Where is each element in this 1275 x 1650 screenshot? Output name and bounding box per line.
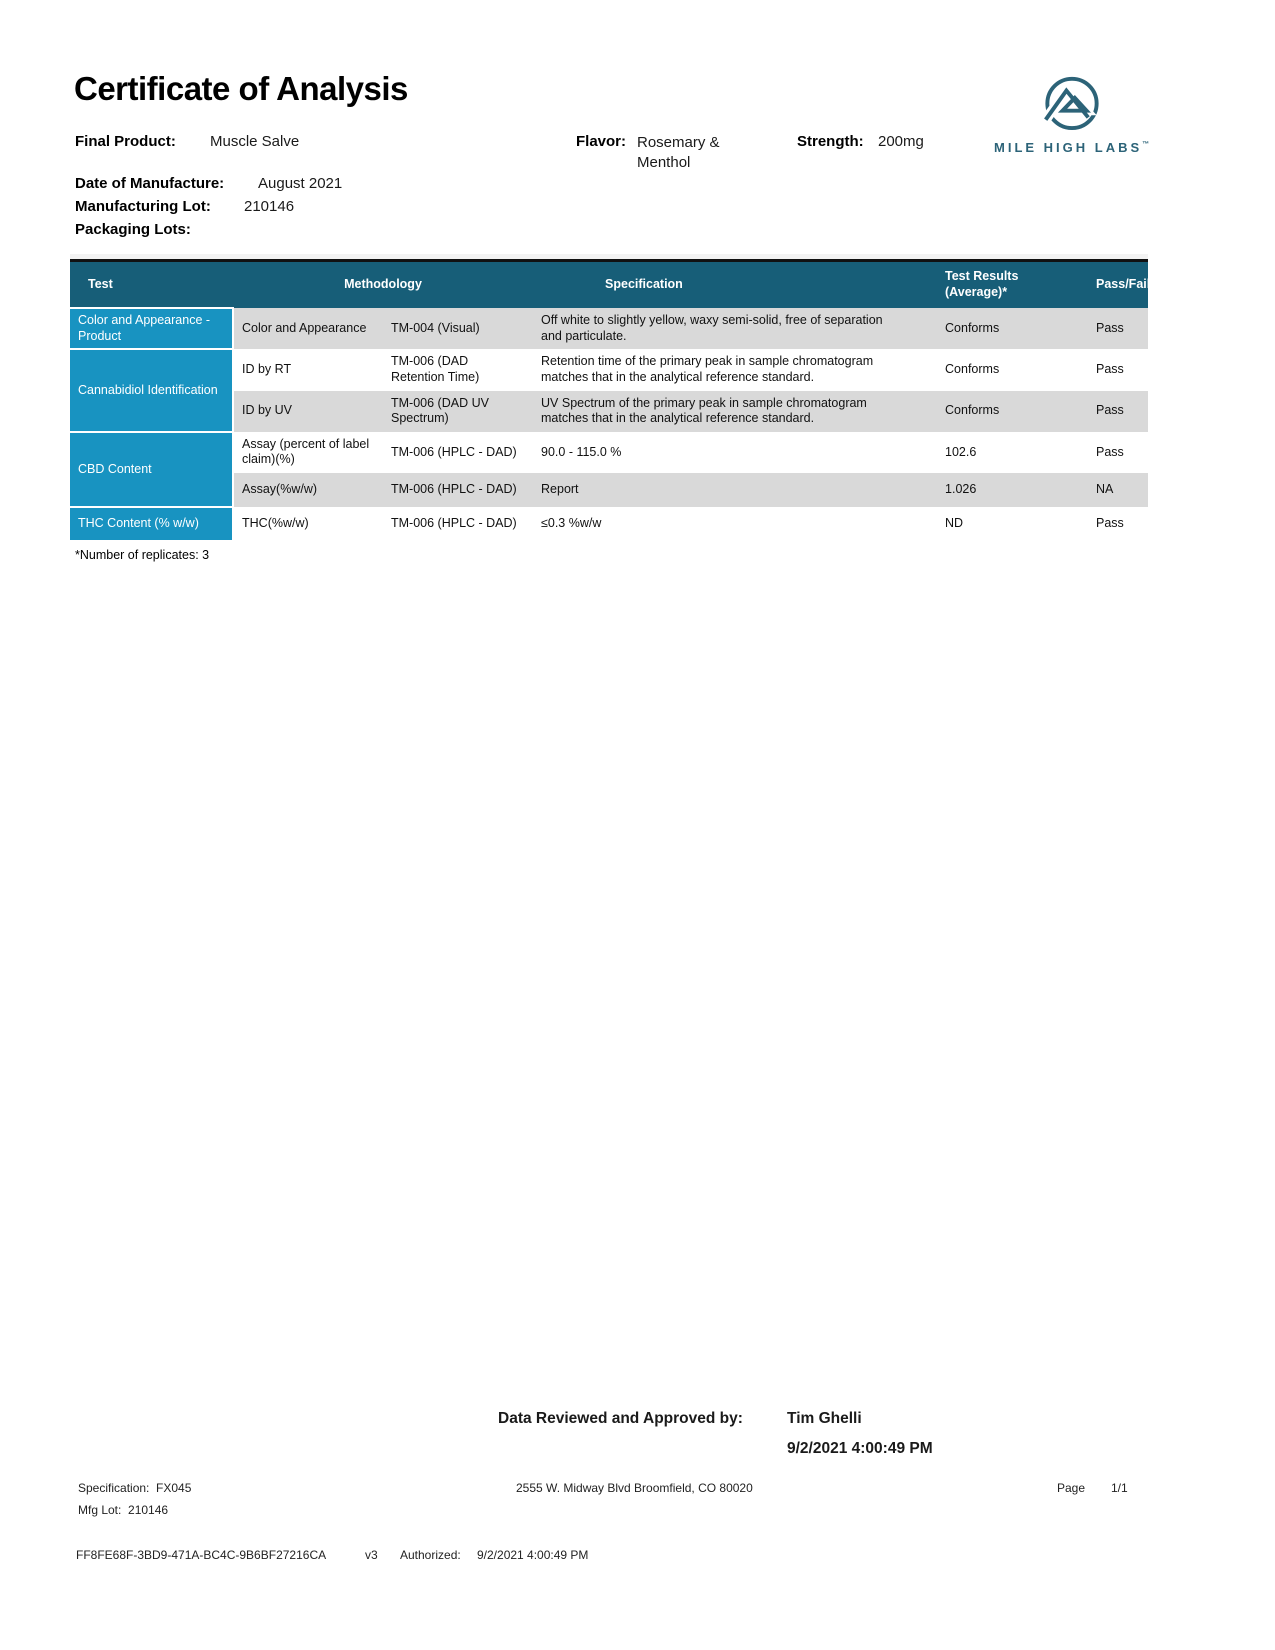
replicates-footnote: *Number of replicates: 3 [75,548,210,562]
result-cell: 1.026 [935,473,1080,507]
pass-fail-cell: Pass [1080,349,1148,390]
footer-page-label: Page [1057,1481,1086,1495]
flavor-label: Flavor: [576,133,627,150]
results-table-section [70,254,1151,562]
table-row [70,432,1148,473]
final-product-value: Muscle Salve [210,133,300,150]
specification-cell: 90.0 - 115.0 % [533,432,935,473]
pass-fail-cell: Pass [1080,507,1148,541]
footer-page-value: 1/1 [1111,1481,1128,1495]
methodology-cell: TM-006 (HPLC - DAD) [383,432,533,473]
specification-cell: UV Spectrum of the primary peak in sample chromatogram matches that in the analytical reference standard. [533,391,935,432]
methodology-cell: TM-006 (HPLC - DAD) [383,507,533,541]
result-cell: Conforms [935,308,1080,349]
header-methodology: Methodology [233,261,533,309]
methodology-cell: TM-006 (DAD Retention Time) [383,349,533,390]
test-name-cell: THC(%w/w) [233,507,383,541]
pass-fail-cell: Pass [1080,432,1148,473]
test-name-cell: Assay (percent of label claim)(%) [233,432,383,473]
final-product-label: Final Product: [75,133,176,150]
strength-value: 200mg [878,133,924,150]
trademark-symbol: ™ [1142,141,1150,148]
test-name-cell: Assay(%w/w) [233,473,383,507]
header-pass-fail: Pass/Fail [1080,261,1148,309]
footer-specification [78,1481,191,1495]
footer-specification-value: FX045 [156,1481,192,1495]
date-of-manufacture-value: August 2021 [258,175,343,192]
packaging-lots-label: Packaging Lots: [75,221,191,238]
authorized-datetime: 9/2/2021 4:00:49 PM [477,1548,589,1562]
table-header-row [70,261,1148,309]
logo-brand-text [994,140,1164,155]
pass-fail-cell: NA [1080,473,1148,507]
test-name-cell: ID by UV [233,391,383,432]
date-of-manufacture-label: Date of Manufacture: [75,175,225,192]
methodology-cell: TM-004 (Visual) [383,308,533,349]
approval-datetime: 9/2/2021 4:00:49 PM [787,1440,933,1457]
header-test-results: Test Results (Average)* [935,261,1080,309]
result-cell: Conforms [935,349,1080,390]
manufacturing-lot-label: Manufacturing Lot: [75,198,211,215]
test-group-cell: CBD Content [70,432,233,507]
header-test: Test [70,261,233,309]
document-version: v3 [365,1548,378,1562]
specification-cell: ≤0.3 %w/w [533,507,935,541]
manufacturing-lot-value: 210146 [244,198,295,215]
document-id: FF8FE68F-3BD9-471A-BC4C-9B6BF27216CA [76,1548,327,1562]
footer-mfg-lot [78,1503,168,1517]
pass-fail-cell: Pass [1080,308,1148,349]
test-group-cell: THC Content (% w/w) [70,507,233,541]
specification-cell: Report [533,473,935,507]
mile-high-labs-logo [1044,74,1100,139]
test-group-cell: Color and Appearance - Product [70,308,233,349]
test-group-cell: Cannabidiol Identification [70,349,233,432]
strength-label: Strength: [797,133,864,150]
approver-name: Tim Ghelli [787,1410,862,1427]
page-title: Certificate of Analysis [74,70,408,107]
specification-cell: Off white to slightly yellow, waxy semi-solid, free of separation and particulate. [533,308,935,349]
table-row [70,507,1148,541]
methodology-cell: TM-006 (HPLC - DAD) [383,473,533,507]
test-name-cell: Color and Appearance [233,308,383,349]
table-row [70,308,1148,349]
reviewed-approved-label: Data Reviewed and Approved by: [498,1410,743,1427]
result-cell: Conforms [935,391,1080,432]
results-table [70,259,1151,542]
footer-mfg-lot-value: 210146 [128,1503,169,1517]
authorized-label: Authorized: [400,1548,461,1562]
logo-brand-name: MILE HIGH LABS [994,140,1143,155]
methodology-cell: TM-006 (DAD UV Spectrum) [383,391,533,432]
specification-cell: Retention time of the primary peak in sample chromatogram matches that in the analytical reference standard. [533,349,935,390]
footer-mfg-lot-label: Mfg Lot: [78,1503,122,1517]
result-cell: 102.6 [935,432,1080,473]
footer-address: 2555 W. Midway Blvd Broomfield, CO 80020 [516,1481,753,1495]
result-cell: ND [935,507,1080,541]
table-row [70,349,1148,390]
footer-specification-label: Specification: [78,1481,150,1495]
mountain-circle-icon [1044,74,1100,134]
pass-fail-cell: Pass [1080,391,1148,432]
test-name-cell: ID by RT [233,349,383,390]
header-specification: Specification [533,261,935,309]
flavor-value: Rosemary & Menthol [637,134,720,172]
